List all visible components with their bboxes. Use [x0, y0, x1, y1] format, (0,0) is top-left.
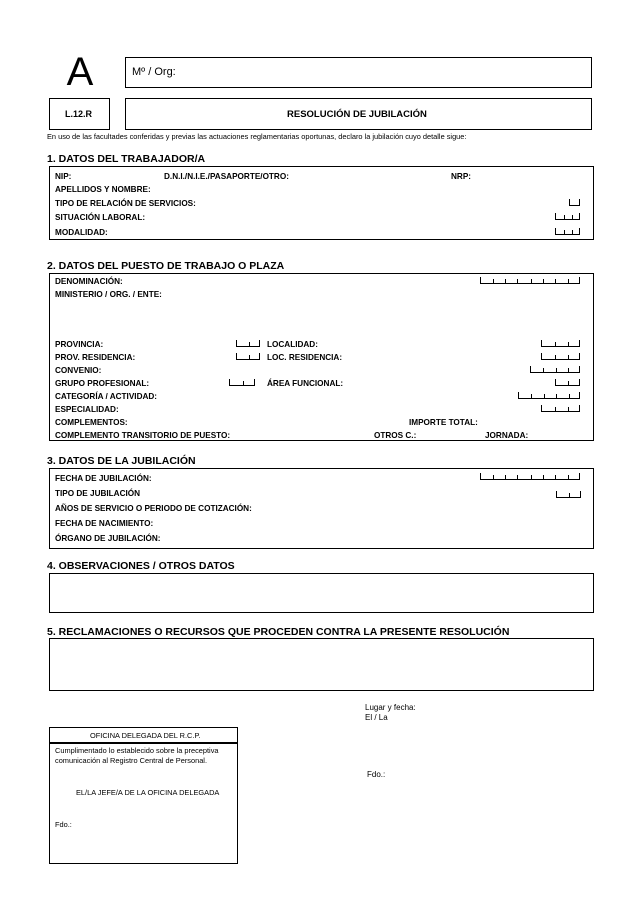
ministerio-label: MINISTERIO / ORG. / ENTE:: [55, 290, 162, 299]
page-title: RESOLUCIÓN DE JUBILACIÓN: [287, 109, 427, 120]
categoria-label: CATEGORÍA / ACTIVIDAD:: [55, 392, 158, 401]
tipo-relacion-cells[interactable]: [569, 199, 580, 206]
section5-title: 5. RECLAMACIONES O RECURSOS QUE PROCEDEN CONTRA LA PRESENTE RESOLUCIÓN: [47, 626, 510, 638]
area-cells[interactable]: [555, 379, 580, 386]
oficina-text-line1: Cumplimentado lo establecido sobre la preceptiva: [55, 746, 219, 755]
especialidad-cells[interactable]: [541, 405, 580, 412]
el-la-label: El / La: [365, 713, 388, 722]
provincia-cells[interactable]: [236, 340, 260, 347]
jefe-label: EL/LA JEFE/A DE LA OFICINA DELEGADA: [76, 788, 220, 797]
area-label: ÁREA FUNCIONAL:: [267, 379, 344, 388]
complemento-transitorio-label: COMPLEMENTO TRANSITORIO DE PUESTO:: [55, 431, 231, 440]
modalidad-label: MODALIDAD:: [55, 228, 108, 237]
otros-c-label: OTROS C.:: [374, 431, 417, 440]
anos-servicio-label: AÑOS DE SERVICIO O PERIODO DE COTIZACIÓN:: [55, 504, 252, 513]
apellidos-label: APELLIDOS Y NOMBRE:: [55, 185, 151, 194]
tipo-jubilacion-cells[interactable]: [556, 491, 581, 498]
observaciones-field[interactable]: [49, 573, 594, 613]
jornada-label: JORNADA:: [485, 431, 529, 440]
fdo-right-label: Fdo.:: [367, 770, 386, 779]
form-code: L.12.R: [65, 109, 93, 119]
denominacion-label: DENOMINACIÓN:: [55, 277, 123, 286]
convenio-label: CONVENIO:: [55, 366, 102, 375]
loc-residencia-label: LOC. RESIDENCIA:: [267, 353, 343, 362]
fecha-nacimiento-label: FECHA DE NACIMIENTO:: [55, 519, 154, 528]
tipo-jubilacion-label: TIPO DE JUBILACIÓN: [55, 489, 141, 498]
section2-title: 2. DATOS DEL PUESTO DE TRABAJO O PLAZA: [47, 260, 285, 272]
section4-title: 4. OBSERVACIONES / OTROS DATOS: [47, 560, 235, 572]
denominacion-cells[interactable]: [480, 277, 580, 284]
org-label: Mº / Org:: [132, 66, 176, 78]
section3-title: 3. DATOS DE LA JUBILACIÓN: [47, 455, 196, 467]
importe-total-label: IMPORTE TOTAL:: [409, 418, 478, 427]
lugar-fecha-label: Lugar y fecha:: [365, 703, 416, 712]
complementos-label: COMPLEMENTOS:: [55, 418, 128, 427]
dni-label: D.N.I./N.I.E./PASAPORTE/OTRO:: [164, 172, 289, 181]
localidad-label: LOCALIDAD:: [267, 340, 318, 349]
prov-residencia-label: PROV. RESIDENCIA:: [55, 353, 136, 362]
provincia-label: PROVINCIA:: [55, 340, 104, 349]
fecha-jubilacion-cells[interactable]: [480, 473, 580, 480]
situacion-label: SITUACIÓN LABORAL:: [55, 213, 146, 222]
nip-label: NIP:: [55, 172, 72, 181]
convenio-cells[interactable]: [530, 366, 580, 373]
prov-residencia-cells[interactable]: [236, 353, 260, 360]
loc-residencia-cells[interactable]: [541, 353, 580, 360]
fdo-left-label: Fdo.:: [55, 820, 72, 829]
org-field[interactable]: [125, 57, 592, 88]
oficina-title: OFICINA DELEGADA DEL R.C.P.: [90, 731, 201, 740]
tipo-relacion-label: TIPO DE RELACIÓN DE SERVICIOS:: [55, 199, 196, 208]
fecha-jubilacion-label: FECHA DE JUBILACIÓN:: [55, 474, 152, 483]
situacion-cells[interactable]: [555, 213, 580, 220]
modalidad-cells[interactable]: [555, 228, 580, 235]
intro-text: En uso de las facultades conferidas y previas las actuaciones reglamentarias oportunas, declaro la jubilación cuyo detalle sigue:: [47, 132, 467, 141]
oficina-divider: [49, 742, 238, 744]
organo-label: ÓRGANO DE JUBILACIÓN:: [55, 534, 161, 543]
especialidad-label: ESPECIALIDAD:: [55, 405, 119, 414]
reclamaciones-field[interactable]: [49, 638, 594, 691]
categoria-cells[interactable]: [518, 392, 580, 399]
oficina-text-line2: comunicación al Registro Central de Personal.: [55, 756, 207, 765]
nrp-label: NRP:: [451, 172, 472, 181]
section1-title: 1. DATOS DEL TRABAJADOR/A: [47, 153, 206, 165]
localidad-cells[interactable]: [541, 340, 580, 347]
form-letter: A: [66, 50, 94, 94]
grupo-label: GRUPO PROFESIONAL:: [55, 379, 150, 388]
grupo-cells[interactable]: [229, 379, 255, 386]
